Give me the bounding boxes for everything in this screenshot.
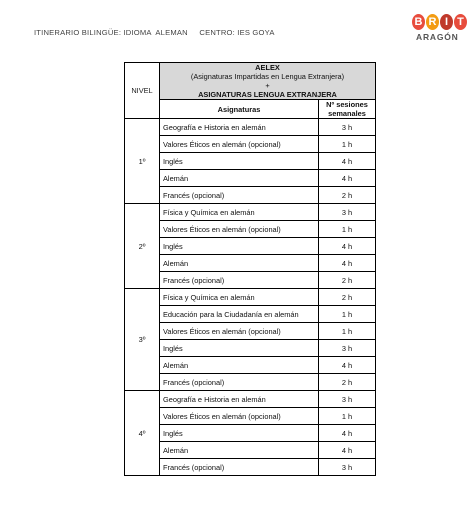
subject-cell: Francés (opcional) (160, 272, 319, 289)
subject-cell: Inglés (160, 153, 319, 170)
subject-cell: Francés (opcional) (160, 374, 319, 391)
level-cell: 2º (125, 204, 160, 289)
level-cell: 4º (125, 391, 160, 476)
subject-cell: Francés (opcional) (160, 459, 319, 476)
subject-cell: Geografía e Historia en alemán (160, 391, 319, 408)
subject-cell: Valores Éticos en alemán (opcional) (160, 408, 319, 425)
sessions-cell: 3 h (319, 459, 376, 476)
level-cell: 1º (125, 119, 160, 204)
subjects-column-header: Asignaturas (160, 100, 319, 119)
sessions-cell: 3 h (319, 340, 376, 357)
table-row (125, 119, 376, 136)
logo-letters (412, 14, 468, 30)
table-row (125, 408, 376, 425)
table-row (125, 374, 376, 391)
subject-cell: Alemán (160, 357, 319, 374)
sessions-cell: 1 h (319, 408, 376, 425)
sessions-cell: 4 h (319, 238, 376, 255)
sessions-cell: 2 h (319, 272, 376, 289)
sessions-cell: 4 h (319, 442, 376, 459)
sessions-cell: 4 h (319, 425, 376, 442)
subjects-table (124, 62, 376, 476)
table-row (125, 170, 376, 187)
sessions-cell: 1 h (319, 323, 376, 340)
subject-cell: Valores Éticos en alemán (opcional) (160, 221, 319, 238)
table-main-header (160, 63, 376, 100)
document-title: ITINERARIO BILINGÜE: IDIOMA ALEMAN CENTRO: IES GOYA (34, 28, 275, 37)
sessions-cell: 4 h (319, 357, 376, 374)
nivel-header: NIVEL (125, 63, 160, 119)
table-row (125, 272, 376, 289)
sessions-cell: 4 h (319, 255, 376, 272)
table-row (125, 187, 376, 204)
sessions-cell: 2 h (319, 374, 376, 391)
logo-letter: R (426, 14, 439, 30)
table-row (125, 459, 376, 476)
sessions-column-header: Nº sesiones semanales (319, 100, 376, 119)
table-row (125, 238, 376, 255)
subject-cell: Alemán (160, 255, 319, 272)
sessions-cell: 3 h (319, 204, 376, 221)
table-row (125, 442, 376, 459)
table-row (125, 391, 376, 408)
table-row (125, 153, 376, 170)
brit-aragon-logo (412, 14, 468, 48)
sessions-cell: 4 h (319, 153, 376, 170)
subject-cell: Geografía e Historia en alemán (160, 119, 319, 136)
subject-cell: Alemán (160, 170, 319, 187)
subject-cell: Alemán (160, 442, 319, 459)
table-row (125, 204, 376, 221)
logo-subtitle: ARAGÓN (416, 32, 459, 42)
sessions-cell: 1 h (319, 306, 376, 323)
subject-cell: Valores Éticos en alemán (opcional) (160, 136, 319, 153)
logo-letter: B (412, 14, 425, 30)
table-row (125, 306, 376, 323)
logo-letter: I (440, 14, 453, 30)
sessions-cell: 3 h (319, 119, 376, 136)
sessions-cell: 2 h (319, 187, 376, 204)
table-row (125, 136, 376, 153)
sessions-cell: 1 h (319, 136, 376, 153)
table-row (125, 255, 376, 272)
table-row (125, 221, 376, 238)
table-row (125, 357, 376, 374)
subject-cell: Educación para la Ciudadanía en alemán (160, 306, 319, 323)
header-line-foreign-languages: ASIGNATURAS LENGUA EXTRANJERA (198, 90, 337, 99)
header-line-description: (Asignaturas Impartidas en Lengua Extranjera) (190, 72, 345, 81)
table-row (125, 425, 376, 442)
subject-cell: Inglés (160, 425, 319, 442)
subject-cell: Inglés (160, 238, 319, 255)
header-line-aelex: AELEX (255, 63, 280, 72)
table-row (125, 323, 376, 340)
sessions-cell: 4 h (319, 170, 376, 187)
subject-cell: Física y Química en alemán (160, 289, 319, 306)
table-row (125, 289, 376, 306)
sessions-cell: 3 h (319, 391, 376, 408)
level-cell: 3º (125, 289, 160, 391)
header-line-plus: + (265, 81, 270, 90)
subject-cell: Francés (opcional) (160, 187, 319, 204)
subject-cell: Física y Química en alemán (160, 204, 319, 221)
subject-cell: Inglés (160, 340, 319, 357)
sessions-cell: 1 h (319, 221, 376, 238)
logo-letter: T (454, 14, 467, 30)
table-row (125, 340, 376, 357)
subject-cell: Valores Éticos en alemán (opcional) (160, 323, 319, 340)
sessions-cell: 2 h (319, 289, 376, 306)
